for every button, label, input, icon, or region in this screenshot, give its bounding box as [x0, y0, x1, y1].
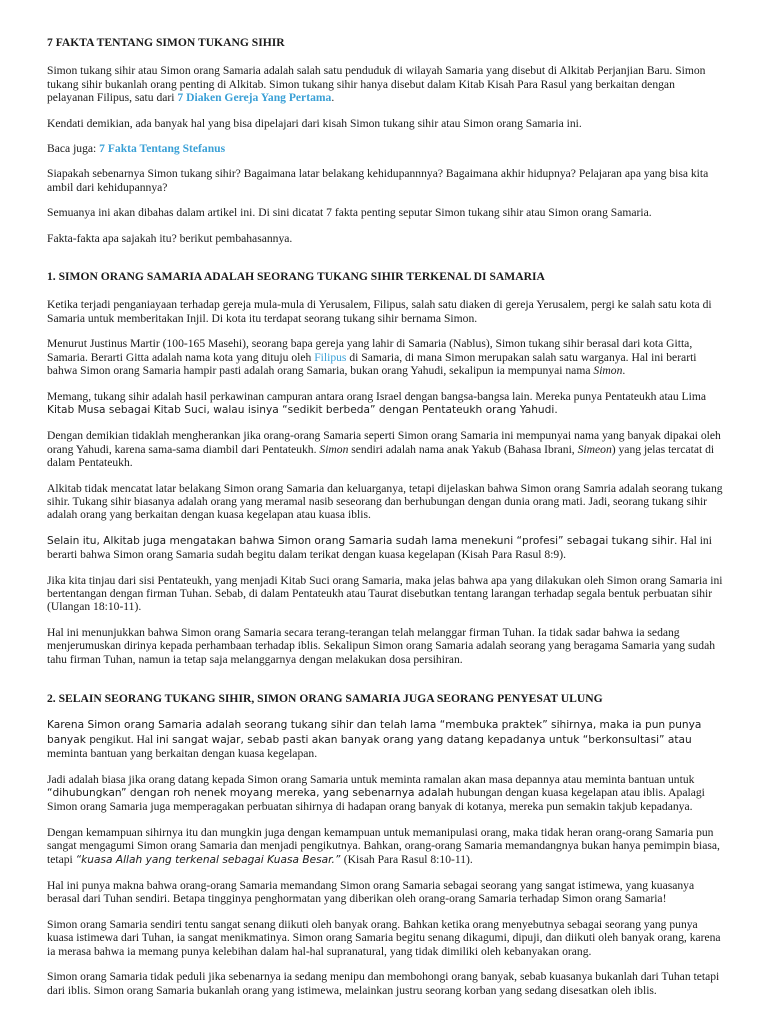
intro-text-end: .	[331, 91, 335, 105]
retyped-text-span: Selain itu, Alkitab juga mengatakan bahwa Simon orang Samaria sudah lama menekuni “profesi” sebagai tukang sihir	[47, 534, 675, 547]
section-2-paragraph-6: Simon orang Samaria tidak peduli jika sebenarnya ia sedang menipu dan membohongi orang banyak, sebab kuasanya bukanlah dari Tuhan tetapi dari iblis. Simon orang Samaria bukanlah orang yang istimewa, melainkan justru seorang korban yang sedang disesatkan oleh iblis.	[47, 970, 720, 997]
text-span: hubungan dengan kuasa kegelapan atau iblis. Apalagi Simon orang Samaria juga memperagakan perbuatan sihirnya di hadapan orang banyak di kotanya, mereka pun semakin takjub kepadanya.	[47, 786, 705, 814]
intro-paragraph-5: Semuanya ini akan dibahas dalam artikel ini. Di sini dicatat 7 fakta penting seputar Simon tukang sihir atau Simon orang Samaria.	[47, 206, 652, 220]
intro-paragraph-1	[47, 64, 723, 104]
text-span: Dengan demikian tidaklah mengherankan jika orang-orang Samaria seperti Simon orang Samaria ini mempunyai nama yang banyak dipakai oleh orang Yahudi, karena sama-sama diambil dari Pentateukh.	[47, 429, 721, 456]
link-7-diaken[interactable]: 7 Diaken Gereja Yang Pertama	[177, 91, 332, 105]
text-span: . Hal ini berarti bahwa Simon orang Samaria sudah begitu dalam terikat dengan kuasa kegelapan (Kisah Para Rasul 8:9).	[47, 533, 712, 562]
section-2-paragraph-2	[47, 773, 723, 814]
retyped-text-span: Kitab Musa sebagai Kitab Suci, walau isinya “sedikit berbeda” dengan Pentateukh orang Yahudi.	[47, 403, 558, 416]
retyped-text-span: Karena Simon orang Samaria adalah seorang tukang sihir dan telah lama “membuka praktek” sihirnya, maka ia pun punya banyak p	[47, 719, 702, 746]
section-2-paragraph-3	[47, 826, 723, 867]
text-span: meminta bantuan yang berkaitan dengan kuasa kegelapan.	[47, 747, 318, 761]
section-1-paragraph-1: Ketika terjadi penganiayaan terhadap gereja mula-mula di Yerusalem, Filipus, salah satu diaken di gereja Yerusalem, pergi ke salah satu kota di Samaria untuk memberitakan Injil. Di kota itu terdapat seorang tukang sihir bernama Simon.	[47, 298, 712, 325]
intro-paragraph-2: Kendati demikian, ada banyak hal yang bisa dipelajari dari kisah Simon tukang sihir atau Simon orang Samaria ini.	[47, 116, 582, 130]
italic-name: Simeon	[577, 442, 612, 456]
text-span: Menurut Justinus Martir (100-165 Masehi), seorang bapa gereja yang lahir di Samaria (Nablus), Simon tukang sihir berasal dari kota Gitta, Samaria. Berarti Gitta adalah nama kota yang dituju oleh	[47, 337, 693, 364]
section-1-paragraph-2	[47, 337, 723, 377]
section-2-paragraph-1	[47, 718, 723, 760]
text-span: (Kisah Para Rasul 8:10-11).	[343, 852, 473, 866]
read-also-label: Baca juga:	[47, 142, 100, 156]
text-span: di Samaria, di mana Simon merupakan salah satu warganya. Hal ini berarti bahwa Simon orang Samaria hampir pasti adalah orang Samaria, bukan orang Yahudi, sekalipun ia mempunyai nama	[47, 350, 697, 378]
intro-paragraph-4: Siapakah sebenarnya Simon tukang sihir? Bagaimana latar belakang kehidupannnya? Bagaimana akhir hidupnya? Pelajaran apa yang bisa kita ambil dari kehidupannya?	[47, 167, 709, 194]
intro-paragraph-6: Fakta-fakta apa sajakah itu? berikut pembahasannya.	[47, 231, 293, 245]
intro-text: Simon tukang sihir atau Simon orang Samaria adalah salah satu penduduk di wilayah Samaria yang disebut di Alkitab Perjanjian Baru. Simon tukang sihir bukanlah orang penting di Alkitab. Simon tukang sihir hanya disebut dalam Kitab Kisah Para Rasul yang berkaitan dengan pelayanan Filipus, satu dari	[47, 64, 706, 105]
retyped-text-span: “dihubungkan” dengan roh nenek moyang mereka, yang sebenarnya adalah	[47, 787, 454, 800]
link-filipus[interactable]: Filipus	[314, 350, 347, 364]
section-1-paragraph-3	[47, 390, 723, 418]
section-2-heading: 2. SELAIN SEORANG TUKANG SIHIR, SIMON ORANG SAMARIA JUGA SEORANG PENYESAT ULUNG	[47, 692, 603, 705]
section-1-paragraph-7: Jika kita tinjau dari sisi Pentateukh, yang menjadi Kitab Suci orang Samaria, maka jelas bahwa apa yang dilakukan oleh Simon orang Samaria ini bertentangan dengan firman Tuhan. Sebab, di dalam Pentateukh atau Taurat disebutkan tentang larangan terhadap segala bentuk perbuatan sihir (Ulangan 18:10-11).	[47, 573, 723, 614]
link-fakta-stefanus[interactable]: 7 Fakta Tentang Stefanus	[99, 142, 226, 156]
read-also	[47, 142, 723, 155]
section-1-paragraph-8: Hal ini menunjukkan bahwa Simon orang Samaria secara terang-terangan telah melanggar firman Tuhan. Ia tidak sadar bahwa ia sedang menjerumuskan dirinya kepada perhambaan terhadap iblis. Sekalipun Simon orang Samaria adalah seorang yang beragama Samaria yang sudah tahu firman Tuhan, namun ia tetap saja melanggarnya dengan melakukan dosa persihiran.	[47, 625, 716, 666]
text-span: Dengan kemampuan sihirnya itu dan mungkin juga dengan kemampuan untuk memanipulasi orang, maka tidak heran orang-orang Samaria pun sangat mengagumi Simon orang Samaria dan menjadi pengikutnya. Bahkan, orang-orang Samaria memandangnya bukan hanya pemimpin biasa, tetapi	[47, 825, 720, 866]
text-span: ) yang jelas tercatat di dalam Pentateukh.	[47, 442, 715, 470]
italic-name: Simon	[319, 442, 349, 456]
text-span: sendiri adalah nama anak Yakub (Bahasa Ibrani,	[348, 442, 578, 456]
text-span: Memang, tukang sihir adalah hasil perkawinan campuran antara orang Israel dengan bangsa-bangsa lain. Mereka punya Pentateukh atau Lima	[47, 389, 706, 403]
text-span: engikut. Hal	[95, 732, 157, 746]
section-1-paragraph-6	[47, 534, 723, 562]
section-2-paragraph-4: Hal ini punya makna bahwa orang-orang Samaria memandang Simon orang Samaria sebagai seorang yang sangat istimewa, yang kuasanya berasal dari Tuhan sendiri. Betapa tingginya penghormatan yang diberikan oleh orang-orang Samaria terhadap Simon orang Samaria!	[47, 879, 695, 906]
retyped-text-span: ini sangat wajar, sebab pasti akan banyak orang yang datang kepadanya untuk “berkonsultasi” atau	[156, 733, 692, 746]
section-1-heading: 1. SIMON ORANG SAMARIA ADALAH SEORANG TUKANG SIHIR TERKENAL DI SAMARIA	[47, 270, 545, 284]
text-span: Jadi adalah biasa jika orang datang kepada Simon orang Samaria untuk meminta ramalan akan masa depannya atau meminta bantuan untuk	[47, 772, 695, 786]
section-1-paragraph-5: Alkitab tidak mencatat latar belakang Simon orang Samaria dan keluarganya, tetapi dijelaskan bahwa Simon orang Samria adalah seorang tukang sihir. Tukang sihir biasanya adalah orang yang meramal nasib seseorang dan berhubungan dengan dunia orang mati. Jadi, seorang tukang sihir adalah orang yang berkaitan dengan kuasa kegelapan atau kuasa iblis.	[47, 481, 723, 522]
section-1-paragraph-4	[47, 429, 723, 469]
text-span: .	[622, 364, 626, 378]
italic-name: Simon	[593, 364, 623, 378]
italic-quote: “kuasa Allah yang terkenal sebagai Kuasa Besar.”	[75, 853, 344, 866]
article-title: 7 FAKTA TENTANG SIMON TUKANG SIHIR	[47, 36, 285, 49]
section-2-paragraph-5: Simon orang Samaria sendiri tentu sangat senang diikuti oleh banyak orang. Bahkan ketika orang menyebutnya sebagai seorang yang punya kuasa istimewa dari Tuhan, ia sangat menikmatinya. Simon orang Samaria begitu senang dikagumi, dipuji, dan diikuti oleh banyak orang, karena ia merasa bahwa ia memang punya kelebihan dalam hal-hal supranatural, yang tidak dimiliki oleh kebanyakan orang.	[47, 917, 721, 958]
